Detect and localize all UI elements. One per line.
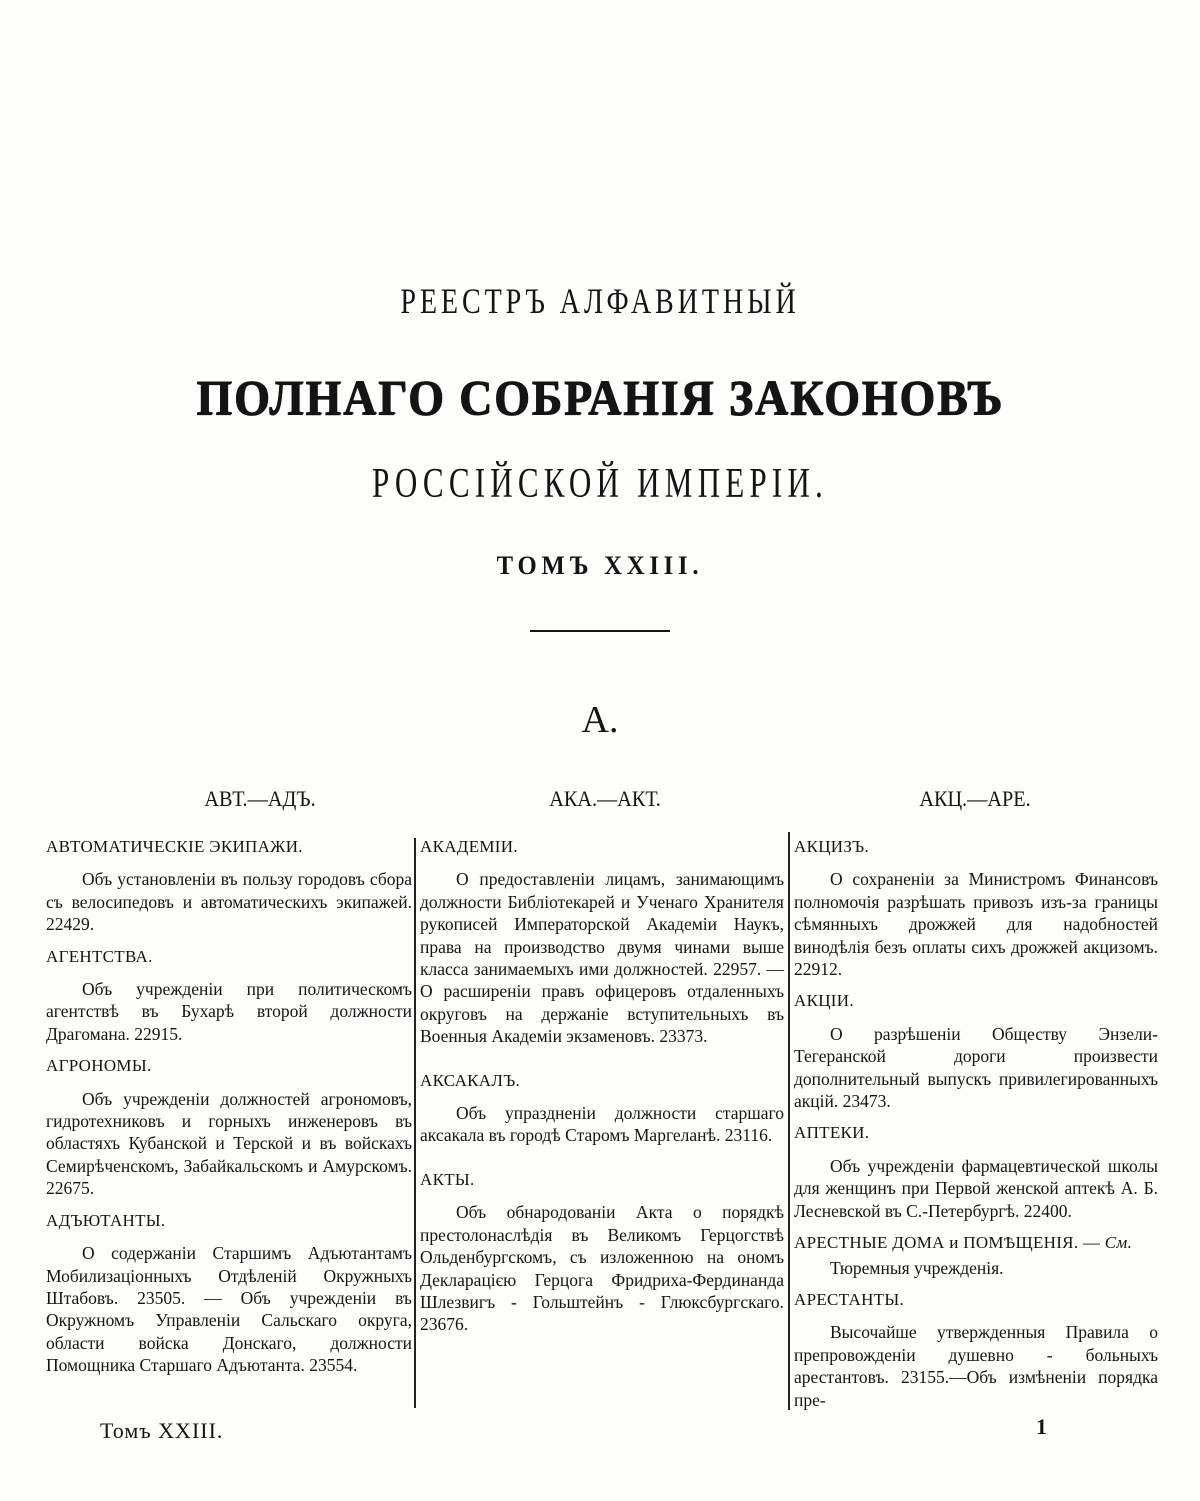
page-number: 1 — [1036, 1414, 1047, 1439]
entry-title: АРЕСТНЫЕ ДОМА и ПОМѢЩЕНІЯ. — — [794, 1233, 1101, 1253]
entry-title: АГРОНОМЫ. — [46, 1056, 152, 1076]
entry-text: Объ учрежденіи фармацевтической школы для женщинъ при Первой женской аптекѣ А. Б. Лесневской въ С.-Петербургѣ. 22400. — [794, 1155, 1158, 1221]
entry-title: АКСАКАЛЪ. — [420, 1070, 521, 1090]
column-divider — [414, 838, 416, 1408]
entry-title: АРЕСТАНТЫ. — [794, 1289, 905, 1309]
column-2 — [420, 836, 784, 1346]
column-3 — [794, 836, 1158, 1421]
section-letter: А. — [581, 699, 619, 741]
entry-text: Объ учрежденіи при политическомъ агентствѣ въ Бухарѣ второй должности Драгомана. 22915. — [46, 979, 412, 1044]
cross-reference-entry — [794, 1232, 1158, 1254]
cross-reference-target: Тюремныя учрежденія. — [830, 1257, 1004, 1278]
entry-title: АКЦІИ. — [794, 991, 854, 1011]
entry-text: Объ обнародованіи Акта о порядкѣ престолонаслѣдія въ Великомъ Герцогствѣ Ольденбургскомъ, съ изложенною на ономъ Декларацією Герцога Фридриха-Фердинанда Шлезвигъ - Гольштейнъ - Глюксбургскаго. 23676. — [420, 1202, 784, 1335]
entry-text: Объ учрежденіи должностей агрономовъ, гидротехниковъ и горныхъ инженеровъ въ областяхъ Кубанской и Терской и въ войскахъ Семирѣченскомъ, Забайкальскомъ и Амурскомъ. 22675. — [46, 1088, 412, 1199]
registry-title: РЕЕСТРЪ АЛФАВИТНЫЙ — [400, 281, 800, 321]
entry-title: АКТЫ. — [420, 1169, 475, 1189]
empire-title: РОССІЙСКОЙ ИМПЕРІИ. — [372, 461, 828, 507]
entry-text: О разрѣшеніи Обществу Энзели-Тегеранской дороги произвести дополнительный выпускъ привилегированныхъ акцій. 23473. — [794, 1023, 1158, 1112]
column-1-heading: АВТ.—АДЪ. — [204, 786, 316, 811]
entry-title: АКАДЕМІИ. — [420, 837, 518, 856]
column-3-heading: АКЦ.—АРЕ. — [919, 786, 1031, 811]
entry-title: АКЦИЗЪ. — [794, 837, 870, 856]
entry-title: АВТОМАТИЧЕСКІЕ ЭКИПАЖИ. — [46, 837, 303, 856]
entry-text: Объ упраздненіи должности старшаго аксакала въ городѣ Старомъ Маргеланѣ. 23116. — [420, 1103, 784, 1146]
volume-title: ТОМЪ XXIII. — [496, 551, 704, 580]
see-also-label: См. — [1104, 1233, 1133, 1253]
column-1 — [46, 836, 412, 1387]
title-divider — [530, 630, 670, 632]
entry-title: АДЪЮТАНТЫ. — [46, 1210, 166, 1230]
column-divider — [788, 832, 790, 1410]
entry-text: Высочайше утвержденныя Правила о препровожденіи душевно - больныхъ арестантовъ. 23155.—Объ измѣненіи порядка пре- — [794, 1322, 1158, 1410]
column-2-heading: АКА.—АКТ. — [549, 786, 661, 811]
entry-title: АПТЕКИ. — [794, 1123, 870, 1143]
entry-text: Объ установленіи въ пользу городовъ сбора съ велосипедовъ и автоматическихъ экипажей. 22429. — [46, 869, 412, 935]
collection-title: ПОЛНАГО СОБРАНІЯ ЗАКОНОВЪ — [196, 369, 1004, 425]
entry-text: О содержаніи Старшимъ Адъютантамъ Мобилизаціонныхъ Отдѣленій Окружныхъ Штабовъ. 23505. — Объ учрежденіи въ Окружномъ Управленіи Сальскаго округа, области войска Донскаго, должности Помощника Старшаго Адъютанта. 23554. — [46, 1243, 412, 1376]
entry-text: О сохраненіи за Министромъ Финансовъ полномочія разрѣшать привозъ изъ-за границы сѣмянныхъ дрожжей для надобностей винодѣлія безъ оплаты сихъ дрожжей акцизомъ. 22912. — [794, 869, 1158, 980]
entry-title: АГЕНТСТВА. — [46, 946, 153, 966]
entry-text: О предоставленіи лицамъ, занимающимъ должности Библіотекарей и Ученаго Хранителя рукописей Императорской Академіи Наукъ, права на производство двумя чинами выше класса занимаемыхъ ими должностей. 22957. — О расширеніи правъ офицеровъ отдаленныхъ округовъ на держаніе вступительныхъ въ Военныя Академіи экзаменовъ. 23373. — [420, 869, 784, 1047]
footer-volume: Томъ XXIII. — [100, 1418, 224, 1443]
